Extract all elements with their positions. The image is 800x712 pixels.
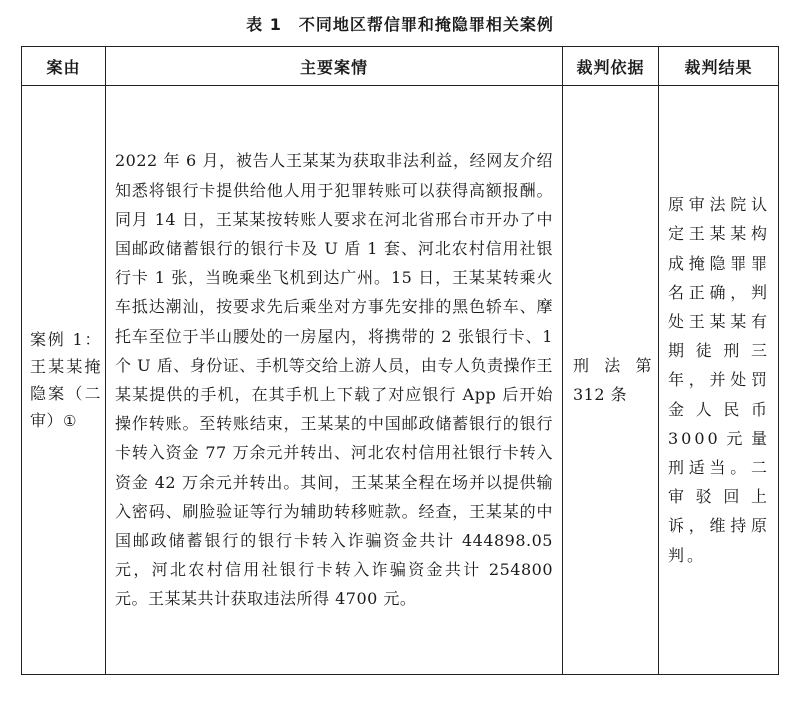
footnote-mark: ① (63, 411, 77, 430)
table-caption: 表 1 不同地区帮信罪和掩隐罪相关案例 (246, 15, 554, 34)
legal-basis-cell: 刑法第 312 条 (563, 86, 659, 675)
header-case-name: 案由 (22, 47, 106, 86)
case-table (21, 46, 779, 675)
table-header-row (22, 47, 779, 86)
main-facts-cell: 2022 年 6 月，被告人王某某为获取非法利益，经网友介绍知悉将银行卡提供给他人用于犯罪转账可以获得高额报酬。同月 14 日，王某某按转账人要求在河北省邢台市开办了中国邮政储蓄银行的银行卡及 U 盾 1 套、河北农村信用社银行卡 1 张，当晚乘坐飞机到达广州。15 日，王某某转乘火车抵达潮汕，按要求先后乘坐对方事先安排的黑色轿车、摩托车至位于半山腰处的一房屋内，将携带的 2 张银行卡、1 个 U 盾、身份证、手机等交给上游人员，由专人负责操作王某某提供的手机，在其手机上下载了对应银行 App 后开始操作转账。至转账结束，王某某的中国邮政储蓄银行的银行卡转入资金 77 万余元并转出、河北农村信用社银行卡转入资金 42 万余元并转出。其间，王某某全程在场并以提供输入密码、刷脸验证等行为辅助转移赃款。经查，王某某的中国邮政储蓄银行的银行卡转入诈骗资金共计 444898.05 元，河北农村信用社银行卡转入诈骗资金共计 254800 元。王某某共计获取违法所得 4700 元。 (106, 86, 563, 675)
header-main-facts: 主要案情 (106, 47, 563, 86)
table-row (22, 86, 779, 675)
case-name-cell (22, 86, 106, 675)
judgment-result-cell: 原审法院认定王某某构成掩隐罪罪名正确，判处王某某有期徒刑三年，并处罚金人民币3000元量刑适当。二审驳回上诉，维持原判。 (659, 86, 779, 675)
header-legal-basis: 裁判依据 (563, 47, 659, 86)
case-name-text: 案例 1：王某某掩隐案（二审） (30, 329, 101, 430)
header-judgment-result: 裁判结果 (659, 47, 779, 86)
